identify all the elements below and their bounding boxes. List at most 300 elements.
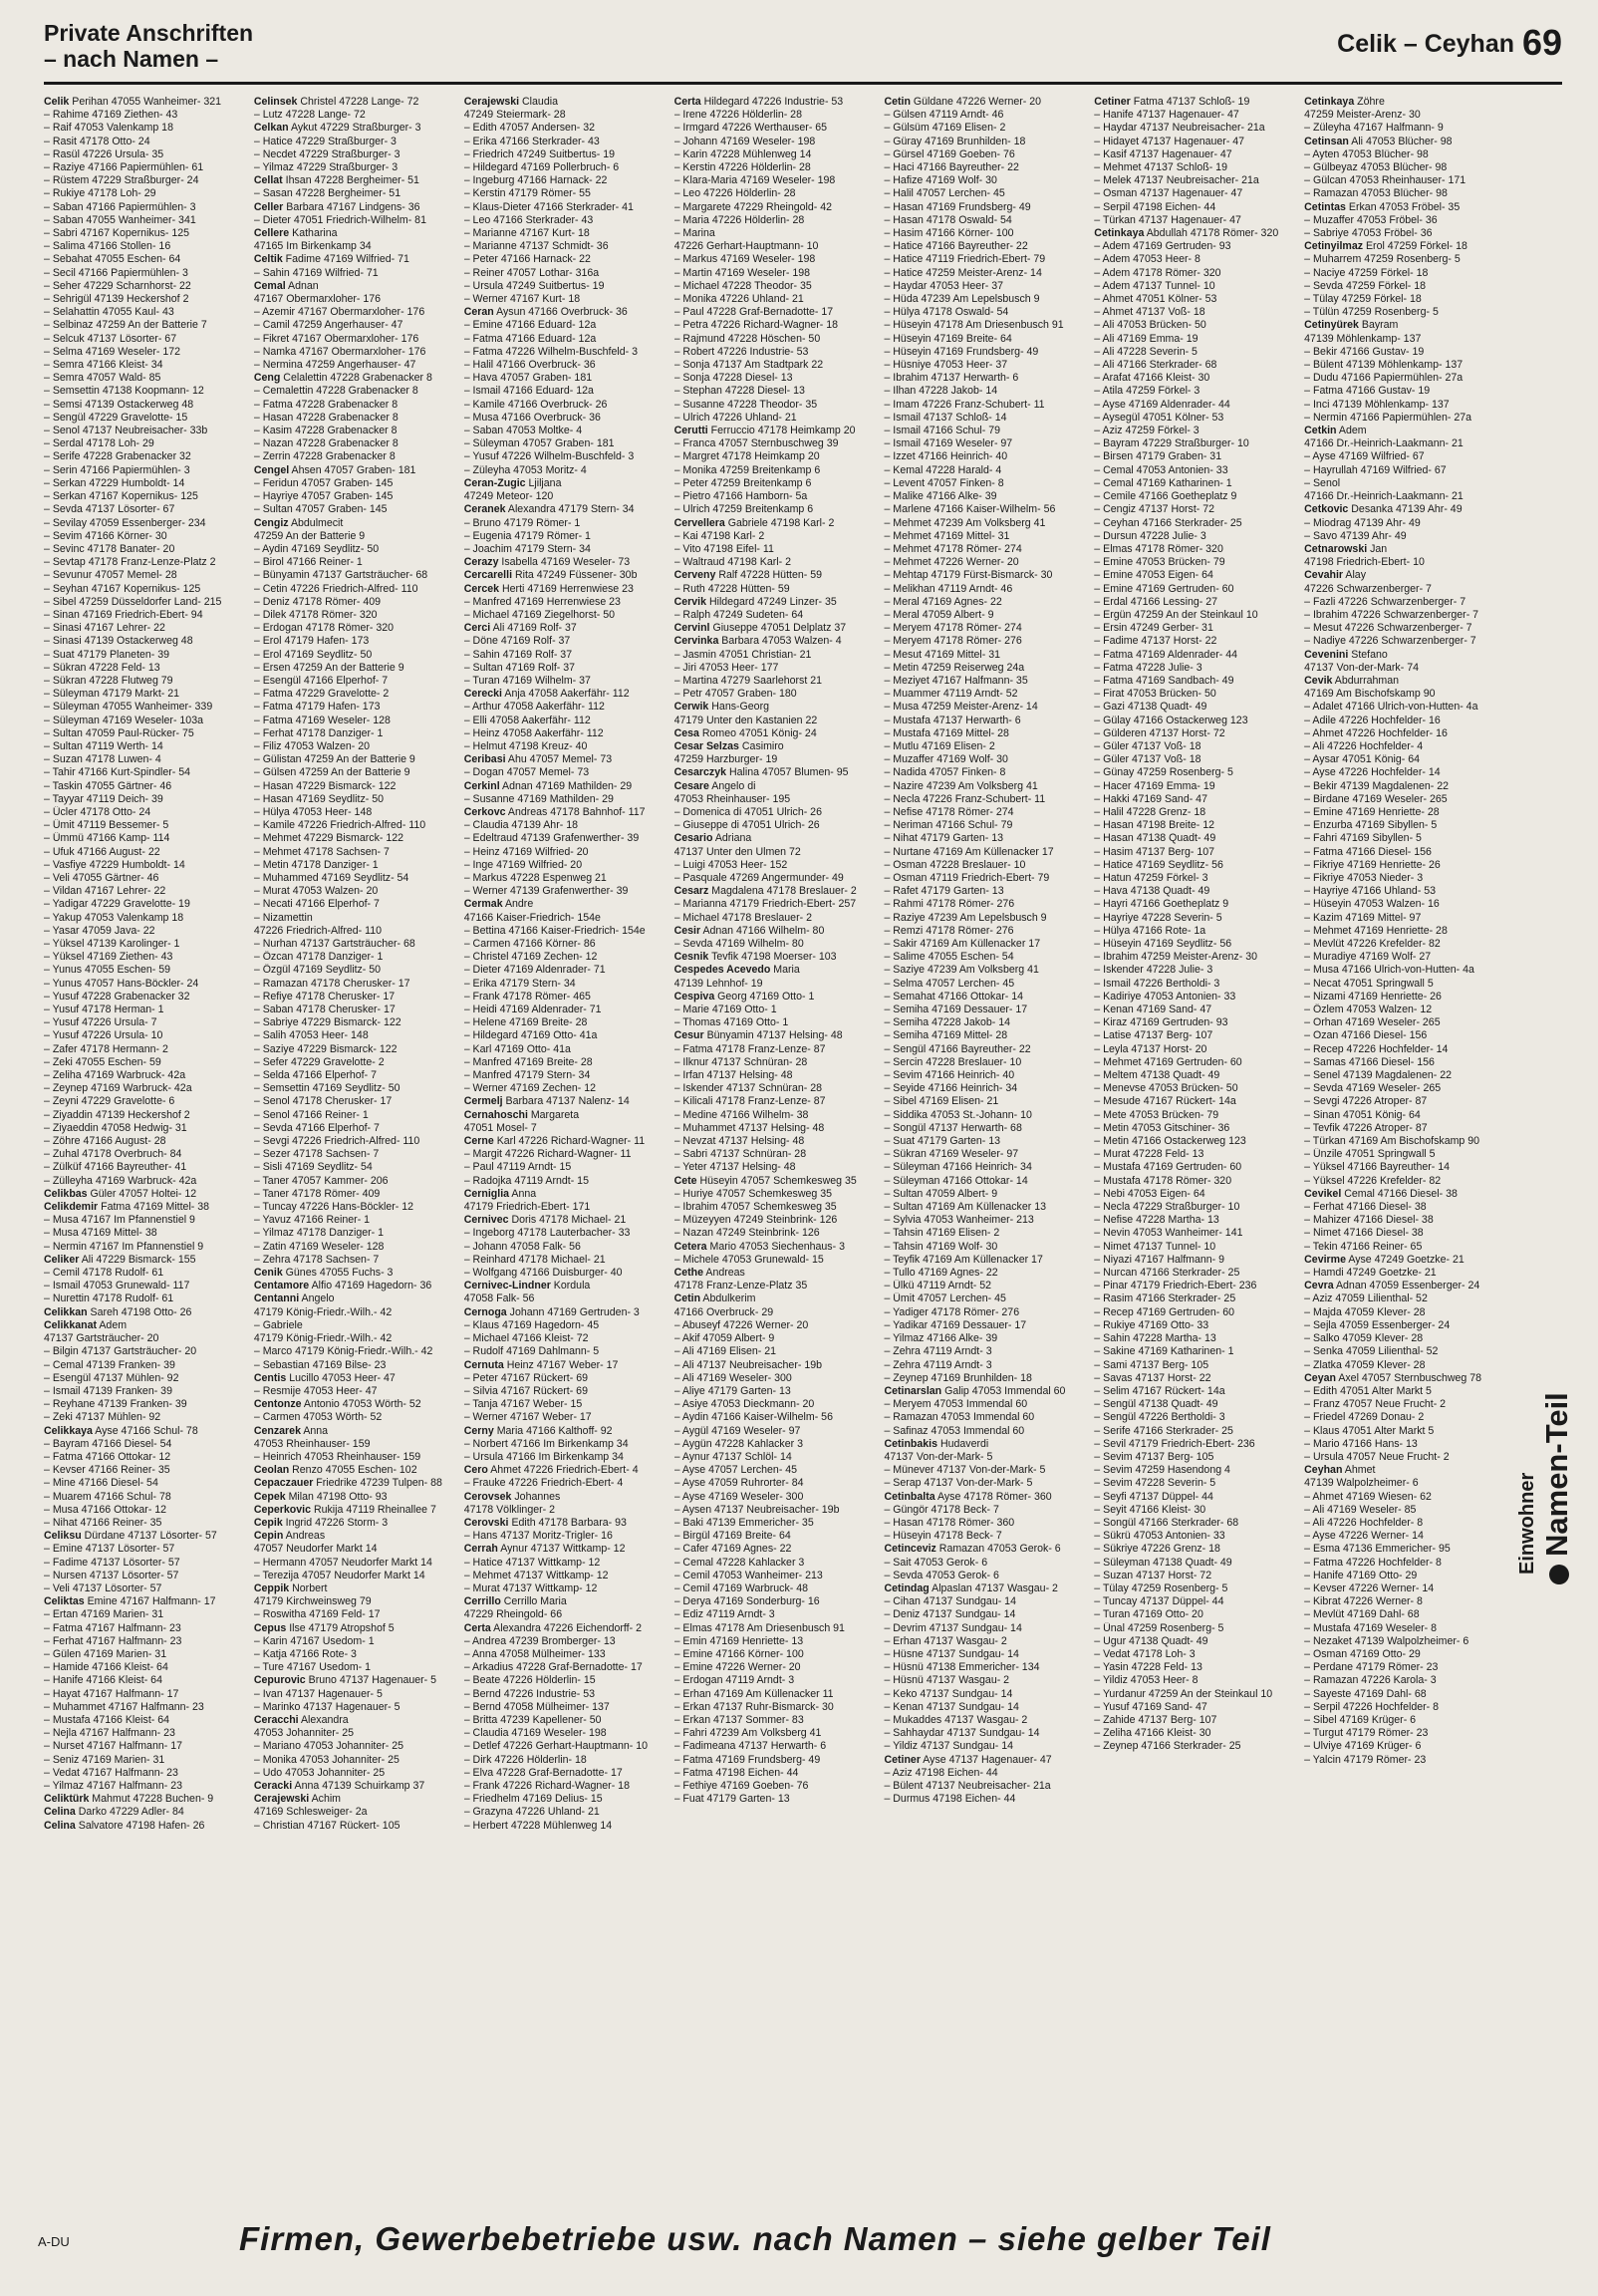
surname: Cetindag: [884, 1581, 930, 1594]
entry-details: – Kasif 47137 Hagenauer- 47: [1094, 147, 1232, 160]
listing-entry: [464, 1425, 670, 1438]
entry-details: – Mario 47166 Hans- 13: [1304, 1437, 1418, 1450]
entry-details: – Ismail 47226 Bertholdi- 3: [1094, 977, 1220, 990]
entry-details: – Johann 47169 Weseler- 198: [673, 135, 816, 147]
entry-details: – Yalcin 47179 Römer- 23: [1304, 1753, 1427, 1766]
entry-details: – Erkan 47137 Ruhr-Bismarck- 30: [673, 1700, 834, 1713]
entry-details: – Inci 47139 Möhlenkamp- 137: [1304, 398, 1450, 411]
entry-details: – Aliye 47179 Garten- 13: [673, 1384, 791, 1397]
entry-details: – Erhan 47137 Wasgau- 2: [884, 1634, 1007, 1647]
listing-entry: [1094, 1451, 1300, 1464]
entry-details: – Sabriye 47229 Bismarck- 122: [253, 1016, 401, 1029]
entry-details: – Mine 47166 Diesel- 54: [44, 1477, 158, 1490]
entry-details: – Hüseyin 47178 Am Driesenbusch 91: [884, 319, 1064, 332]
listing-entry: [674, 1793, 881, 1806]
listing-entry: [884, 1004, 1090, 1016]
listing-entry: [674, 991, 881, 1004]
listing-entry: [254, 333, 460, 346]
entry-details: – Vedat 47178 Loh- 3: [1094, 1647, 1196, 1660]
listing-entry: [674, 938, 881, 951]
listing-entry: [254, 766, 460, 779]
listing-entry: [44, 1608, 250, 1621]
entry-details: Fadime 47169 Wilfried- 71: [285, 253, 409, 266]
listing-entry: [674, 1411, 881, 1424]
surname: Cerrillo: [463, 1595, 501, 1608]
listing-entry: [1094, 1570, 1300, 1582]
entry-details: – Marianne 47167 Kurt- 18: [463, 227, 590, 240]
listing-entry: [674, 715, 881, 727]
entry-details: – Christel 47169 Zechen- 12: [463, 951, 598, 964]
entry-details: – Rajmund 47228 Höschen- 50: [673, 332, 821, 345]
listing-entry: [464, 885, 670, 898]
entry-details: – Friedel 47269 Donau- 2: [1304, 1411, 1425, 1424]
page-name-range: Celik – Ceyhan: [1337, 30, 1514, 58]
listing-entry: [254, 1016, 460, 1029]
listing-entry: [1304, 1504, 1510, 1517]
entry-details: – Ozan 47166 Diesel- 156: [1304, 1029, 1428, 1042]
surname: Cetkin: [1304, 425, 1337, 437]
listing-entry: [44, 1175, 250, 1188]
entry-details: 47057 Neudorfer Markt 14: [253, 1543, 378, 1556]
listing-entry: [464, 280, 670, 293]
listing-entry: [254, 109, 460, 122]
listing-entry: [674, 1135, 881, 1148]
listing-entry: [44, 227, 250, 240]
entry-details: – Sabri 47137 Schnüran- 28: [673, 1148, 807, 1161]
entry-details: – Kazim 47169 Mittel- 97: [1304, 911, 1422, 924]
listing-entry: [44, 214, 250, 227]
entry-details: – Sevda 47053 Gerok- 6: [884, 1569, 999, 1581]
listing-entry: [884, 319, 1090, 332]
listing-entry: [44, 1727, 250, 1740]
listing-entry: [884, 859, 1090, 872]
entry-details: Casimiro: [741, 739, 784, 752]
listing-entry: [1094, 1464, 1300, 1477]
entry-details: – Salime 47055 Eschen- 54: [884, 951, 1014, 964]
entry-details: – Sahin 47169 Wilfried- 71: [253, 266, 379, 279]
entry-details: – Elmas 47178 Römer- 320: [1094, 542, 1223, 555]
entry-details: – Turan 47169 Wilhelm- 37: [463, 674, 591, 687]
surname: Cesar Selzas: [673, 739, 739, 752]
entry-details: – Tevfik 47226 Atroper- 87: [1304, 1121, 1428, 1134]
listing-entry: [674, 701, 881, 714]
surname: Cerveny: [673, 569, 716, 582]
entry-details: – Senol: [1304, 476, 1341, 489]
listing-entry: [44, 399, 250, 412]
entry-details: – Zeki 47055 Eschen- 59: [44, 1055, 161, 1068]
listing-entry: [464, 635, 670, 648]
listing-entry: [44, 1504, 250, 1517]
entry-details: – Irfan 47137 Helsing- 48: [673, 1069, 793, 1082]
surname: Centonze: [253, 1398, 302, 1411]
listing-entry: [1094, 1332, 1300, 1345]
listing-entry: [1094, 1175, 1300, 1188]
entry-details: – Zerrin 47228 Grabenacker 8: [253, 450, 396, 463]
entry-details: – Joachim 47179 Stern- 34: [463, 542, 591, 555]
listing-entry: [884, 688, 1090, 701]
listing-entry: [1094, 517, 1300, 530]
entry-details: Anna 47139 Schuirkamp 37: [294, 1780, 425, 1792]
entry-details: – Semahat 47166 Ottokar- 14: [884, 990, 1024, 1003]
entry-details: Perihan 47055 Wanheimer- 321: [72, 96, 222, 108]
listing-entry: [884, 1661, 1090, 1674]
listing-entry: [674, 1201, 881, 1214]
listing-entry: [44, 346, 250, 359]
entry-details: – Serkan 47229 Humboldt- 14: [44, 476, 185, 489]
entry-details: Axel 47057 Sternbuschweg 78: [1338, 1371, 1482, 1384]
entry-details: Hildegard 47226 Industrie- 53: [703, 96, 844, 108]
entry-details: – Kevser 47226 Werner- 14: [1304, 1581, 1435, 1594]
entry-details: – Margit 47226 Richard-Wagner- 11: [463, 1148, 632, 1161]
listing-entry: [1094, 1004, 1300, 1016]
surname: Ceng: [253, 372, 281, 385]
listing-entry: [464, 1754, 670, 1767]
entry-details: Ayse 47249 Goetzke- 21: [1348, 1253, 1465, 1266]
entry-details: – Mehmet 47229 Bismarck- 122: [253, 832, 404, 845]
listing-entry: [44, 1635, 250, 1648]
entry-details: – Sevim 47166 Heinrich- 40: [884, 1069, 1015, 1082]
listing-entry: [44, 1004, 250, 1016]
listing-entry: [254, 319, 460, 332]
entry-details: – Yunus 47055 Eschen- 59: [44, 964, 171, 977]
listing-entry: [254, 1754, 460, 1767]
listing-entry: [1304, 1306, 1510, 1319]
listing-entry: [1094, 437, 1300, 450]
listing-entry: [1094, 964, 1300, 977]
listing-entry: [884, 872, 1090, 885]
entry-details: – Ursula 47057 Neue Frucht- 2: [1304, 1450, 1450, 1463]
listing-entry: [1304, 319, 1510, 332]
listing-entry: [44, 1029, 250, 1042]
surname: Ceribasi: [463, 753, 506, 766]
listing-entry: [464, 214, 670, 227]
listing-entry: [464, 780, 670, 793]
listing-entry: [44, 1214, 250, 1227]
entry-details: – Eugenia 47179 Römer- 1: [463, 529, 591, 542]
listing-entry: [44, 1517, 250, 1530]
entry-details: – Ünzile 47051 Springwall 5: [1304, 1148, 1436, 1161]
entry-details: Alay: [1345, 569, 1366, 582]
entry-details: Ferruccio 47178 Heimkamp 20: [710, 425, 856, 437]
entry-details: – Waltraud 47198 Karl- 2: [673, 556, 791, 569]
entry-details: 47226 Schwarzenberger- 7: [1304, 582, 1432, 595]
entry-details: – Ali 47053 Brücken- 50: [1094, 319, 1206, 332]
surname: Cevik: [1304, 674, 1333, 687]
listing-entry: [1094, 912, 1300, 925]
listing-entry: [44, 898, 250, 911]
listing-entry: [884, 1793, 1090, 1806]
entry-details: – Sasan 47228 Bergheimer- 51: [253, 187, 401, 200]
surname: Cevahir: [1304, 569, 1344, 582]
entry-details: – Ferhat 47166 Diesel- 38: [1304, 1201, 1427, 1214]
entry-details: Renzo 47055 Eschen- 102: [292, 1464, 417, 1477]
surname: Cesnik: [673, 951, 709, 964]
listing-entry: [464, 1319, 670, 1332]
listing-entry: [674, 609, 881, 622]
listing-entry: [464, 306, 670, 319]
entry-details: – Turgut 47179 Römer- 23: [1304, 1727, 1429, 1740]
entry-details: – Hüsne 47137 Sundgau- 14: [884, 1647, 1019, 1660]
listing-entry: [1094, 346, 1300, 359]
listing-entry: [44, 622, 250, 635]
listing-entry: [1304, 122, 1510, 135]
entry-details: – Nermina 47259 Angerhauser- 47: [253, 359, 416, 372]
entry-details: – Nermin 47167 Im Pfannenstiel 9: [44, 1240, 204, 1253]
entry-details: – Erkan 47137 Sommer- 83: [673, 1713, 804, 1726]
listing-entry: [884, 662, 1090, 675]
listing-entry: [1094, 293, 1300, 306]
entry-details: – Melek 47137 Neubreisacher- 21a: [1094, 174, 1259, 187]
entry-details: – Osman 47169 Otto- 29: [1304, 1647, 1421, 1660]
entry-details: – Menevse 47053 Brücken- 50: [1094, 1082, 1238, 1095]
listing-entry: [674, 214, 881, 227]
surname: Ceran: [463, 306, 494, 319]
entry-details: – Sylvia 47053 Wanheimer- 213: [884, 1214, 1034, 1227]
listing-entry: [674, 1701, 881, 1714]
entry-details: – Dilek 47178 Römer- 320: [253, 608, 378, 621]
listing-entry: [254, 832, 460, 845]
entry-details: – Murat 47137 Wittkamp- 12: [463, 1581, 598, 1594]
listing-entry: [464, 675, 670, 688]
listing-entry: [464, 1727, 670, 1740]
entry-details: – Semiha 47169 Dessauer- 17: [884, 1004, 1028, 1016]
listing-entry: [254, 1793, 460, 1806]
entry-details: – Haydar 47137 Neubreisacher- 21a: [1094, 122, 1265, 135]
entry-details: – Metin 47178 Danziger- 1: [253, 858, 379, 871]
entry-details: – Refiye 47178 Cherusker- 17: [253, 990, 396, 1003]
listing-entry: [884, 1359, 1090, 1372]
listing-entry: [254, 753, 460, 766]
listing-entry: [44, 306, 250, 319]
entry-details: – Aygül 47169 Weseler- 97: [673, 1424, 801, 1437]
entry-details: – Enzurba 47169 Sibyllen- 5: [1304, 819, 1438, 832]
entry-details: – Hasan 47229 Bismarck- 122: [253, 779, 397, 792]
entry-details: – Ibrahim 47259 Meister-Arenz- 30: [1094, 951, 1257, 964]
entry-details: – Senol 47166 Reiner- 1: [253, 1108, 369, 1121]
listing-entry: [1094, 806, 1300, 819]
surname: Cesario: [673, 832, 713, 845]
surname: Cepek: [253, 1490, 286, 1503]
listing-entry: [254, 1780, 460, 1793]
listing-entry: [254, 662, 460, 675]
listing-entry: [884, 1227, 1090, 1240]
listing-entry: [1094, 583, 1300, 596]
entry-details: – Ismail 47137 Schloß- 14: [884, 411, 1007, 424]
section-header: [44, 20, 253, 72]
entry-details: 47053 Rheinhauser- 159: [253, 1437, 371, 1450]
entry-details: – Irmgard 47226 Werthauser- 65: [673, 122, 828, 135]
entry-details: – Gülsen 47259 An der Batterie 9: [253, 766, 410, 779]
entry-details: – Serin 47166 Papiermühlen- 3: [44, 463, 190, 476]
entry-details: – Fazli 47226 Schwarzenberger- 7: [1304, 595, 1466, 608]
entry-details: – Abuseyf 47226 Werner- 20: [673, 1318, 809, 1331]
entry-details: – Ayse 47169 Wilfried- 67: [1304, 450, 1425, 463]
listing-entry: [254, 556, 460, 569]
entry-details: – Hüsnü 47137 Wasgau- 2: [884, 1674, 1010, 1687]
entry-details: – Ramazan 47226 Karola- 3: [1304, 1674, 1437, 1687]
listing-entry: [674, 1622, 881, 1635]
listing-entry: [464, 1477, 670, 1490]
entry-details: – Ersen 47259 An der Batterie 9: [253, 661, 404, 674]
listing-entry: [44, 1570, 250, 1582]
surname: Celler: [253, 200, 284, 213]
listing-entry: [464, 819, 670, 832]
listing-entry: [44, 1438, 250, 1451]
listing-entry: [884, 148, 1090, 161]
listing-entry: [1304, 1359, 1510, 1372]
entry-details: – Herbert 47228 Mühlenweg 14: [463, 1819, 613, 1832]
listing-entry: [1094, 1557, 1300, 1570]
entry-details: – Mehmet 47239 Am Volksberg 41: [884, 516, 1046, 529]
listing-entry: [254, 1029, 460, 1042]
entry-details: – Ursula 47249 Suitbertus- 19: [463, 279, 605, 292]
entry-details: – Gülistan 47259 An der Batterie 9: [253, 753, 415, 766]
entry-details: – Meral 47059 Albert- 9: [884, 608, 994, 621]
entry-details: – Hava 47057 Graben- 181: [463, 372, 593, 385]
surname: Celina: [44, 1819, 76, 1832]
entry-details: – Züleyha 47167 Halfmann- 9: [1304, 122, 1444, 135]
entry-details: – Esengül 47166 Elperhof- 7: [253, 674, 389, 687]
listing-entry: [884, 1175, 1090, 1188]
listing-entry: [884, 1411, 1090, 1424]
surname: Cerovski: [463, 1516, 509, 1529]
listing-entry: [884, 1688, 1090, 1701]
entry-details: – Hatun 47259 Förkel- 3: [1094, 871, 1208, 884]
entry-details: – Necla 47226 Franz-Schubert- 11: [884, 792, 1046, 805]
entry-details: – Siddika 47053 St.-Johann- 10: [884, 1108, 1032, 1121]
listing-entry: [674, 161, 881, 174]
listing-entry: [254, 780, 460, 793]
listing-entry: [1304, 1740, 1510, 1753]
listing-entry: [44, 1477, 250, 1490]
listing-entry: [254, 925, 460, 938]
listing-entry: [884, 1425, 1090, 1438]
listing-entry: [44, 1372, 250, 1385]
entry-details: – Serdal 47178 Loh- 29: [44, 437, 154, 450]
entry-details: Achim: [311, 1793, 342, 1806]
listing-entry: [44, 1543, 250, 1556]
listing-entry: [254, 267, 460, 280]
listing-entry: [674, 753, 881, 766]
listing-entry: [254, 1543, 460, 1556]
listing-entry: [254, 1674, 460, 1687]
entry-details: Magdalena 47178 Breslauer- 2: [711, 885, 857, 898]
listing-entry: [464, 136, 670, 148]
entry-details: Bruno 47137 Hagenauer- 5: [308, 1674, 437, 1687]
surname: Cercarelli: [463, 569, 513, 582]
entry-details: – Claudia 47139 Ahr- 18: [463, 819, 578, 832]
entry-details: – Necati 47166 Elperhof- 7: [253, 898, 380, 911]
listing-entry: [1304, 859, 1510, 872]
entry-details: – Yasar 47059 Java- 22: [44, 924, 155, 937]
entry-details: – Sami 47137 Berg- 105: [1094, 1358, 1209, 1371]
entry-details: – Hildegard 47169 Otto- 41a: [463, 1029, 598, 1042]
listing-entry: [674, 543, 881, 556]
entry-details: 47179 Friedrich-Ebert- 171: [463, 1201, 591, 1214]
listing-entry: [44, 1780, 250, 1793]
entry-details: – Zehra 47119 Arndt- 3: [884, 1358, 992, 1371]
listing-entry: [44, 425, 250, 437]
entry-details: – Melikhan 47119 Arndt- 46: [884, 582, 1013, 595]
listing-entry: [1304, 1477, 1510, 1490]
surname: Cerwik: [673, 701, 709, 714]
listing-entry: [1094, 280, 1300, 293]
surname: Cerovsek: [463, 1490, 512, 1503]
listing-entry: [884, 227, 1090, 240]
entry-details: Aynur 47137 Wittkamp- 12: [500, 1543, 626, 1556]
entry-details: – Sahin 47228 Martha- 13: [1094, 1332, 1216, 1345]
listing-entry: [1094, 1254, 1300, 1267]
listing-entry: [254, 1714, 460, 1727]
entry-details: – Birol 47166 Reiner- 1: [253, 556, 363, 569]
entry-details: – Hakki 47169 Sand- 47: [1094, 792, 1207, 805]
entry-details: – Hasan 47138 Quadt- 49: [1094, 832, 1216, 845]
entry-details: – Pietro 47166 Hamborn- 5a: [673, 490, 808, 503]
entry-details: – Sebastian 47169 Bilse- 23: [253, 1358, 387, 1371]
entry-details: – Sevgi 47226 Friedrich-Alfred- 110: [253, 1135, 420, 1148]
listing-entry: [464, 1595, 670, 1608]
entry-details: – Cemile 47166 Goetheplatz 9: [1094, 490, 1237, 503]
listing-entry: [1094, 174, 1300, 187]
header-rule: [44, 82, 1562, 85]
entry-details: – Cemal 47053 Antonien- 33: [1094, 463, 1228, 476]
entry-details: – Fatma 47178 Franz-Lenze- 87: [673, 1042, 826, 1055]
listing-entry: [254, 1292, 460, 1305]
listing-entry: [674, 1425, 881, 1438]
listing-entry: [44, 1319, 250, 1332]
entry-details: – Heinrich 47053 Rheinhauser- 159: [253, 1450, 421, 1463]
entry-details: – Sisli 47169 Seydlitz- 54: [253, 1161, 373, 1174]
listing-entry: [674, 1069, 881, 1082]
listing-entry: [1304, 1582, 1510, 1595]
listing-entry: [254, 1517, 460, 1530]
listing-entry: [1094, 780, 1300, 793]
listing-entry: [1094, 267, 1300, 280]
listing-entry: [674, 1161, 881, 1174]
entry-details: – Elli 47058 Aakerfähr- 112: [463, 714, 591, 726]
entry-details: – Ceyhan 47166 Sterkrader- 25: [1094, 516, 1242, 529]
entry-details: – Camil 47259 Angerhauser- 47: [253, 319, 403, 332]
listing-entry: [1094, 1227, 1300, 1240]
entry-details: – Gülderen 47137 Horst- 72: [1094, 726, 1225, 739]
listing-entry: [464, 596, 670, 609]
entry-details: – Osman 47137 Hagenauer- 47: [1094, 187, 1243, 200]
surname: Cerazy: [463, 556, 499, 569]
entry-details: – Kadiriye 47053 Antonien- 33: [1094, 990, 1236, 1003]
entry-details: Ali 47169 Rolf- 37: [492, 622, 577, 635]
surname: Certa: [673, 96, 701, 108]
entry-details: – Aynur 47137 Schlöl- 14: [673, 1450, 792, 1463]
entry-details: – Marlene 47166 Kaiser-Wilhelm- 56: [884, 503, 1056, 516]
listing-entry: [1094, 1319, 1300, 1332]
listing-entry: [44, 385, 250, 398]
entry-details: – Tülay 47259 Förkel- 18: [1304, 293, 1422, 306]
entry-details: – Sevim 47259 Hasendong 4: [1094, 1464, 1230, 1477]
listing-entry: [254, 938, 460, 951]
listing-entry: [1094, 846, 1300, 859]
listing-entry: [674, 846, 881, 859]
entry-details: – Ayse 47057 Lerchen- 45: [673, 1464, 798, 1477]
entry-details: – Özgül 47169 Seydlitz- 50: [253, 964, 382, 977]
listing-entry: [884, 649, 1090, 662]
entry-details: – Norbert 47166 Im Birkenkamp 34: [463, 1437, 629, 1450]
listing-entry: [674, 1148, 881, 1161]
listing-entry: [254, 253, 460, 266]
entry-details: – Franca 47057 Sternbuschweg 39: [673, 437, 839, 450]
entry-details: Alexandra 47179 Stern- 34: [507, 503, 635, 516]
entry-details: – Süleyman 47179 Markt- 21: [44, 688, 180, 701]
listing-entry: [1094, 1504, 1300, 1517]
